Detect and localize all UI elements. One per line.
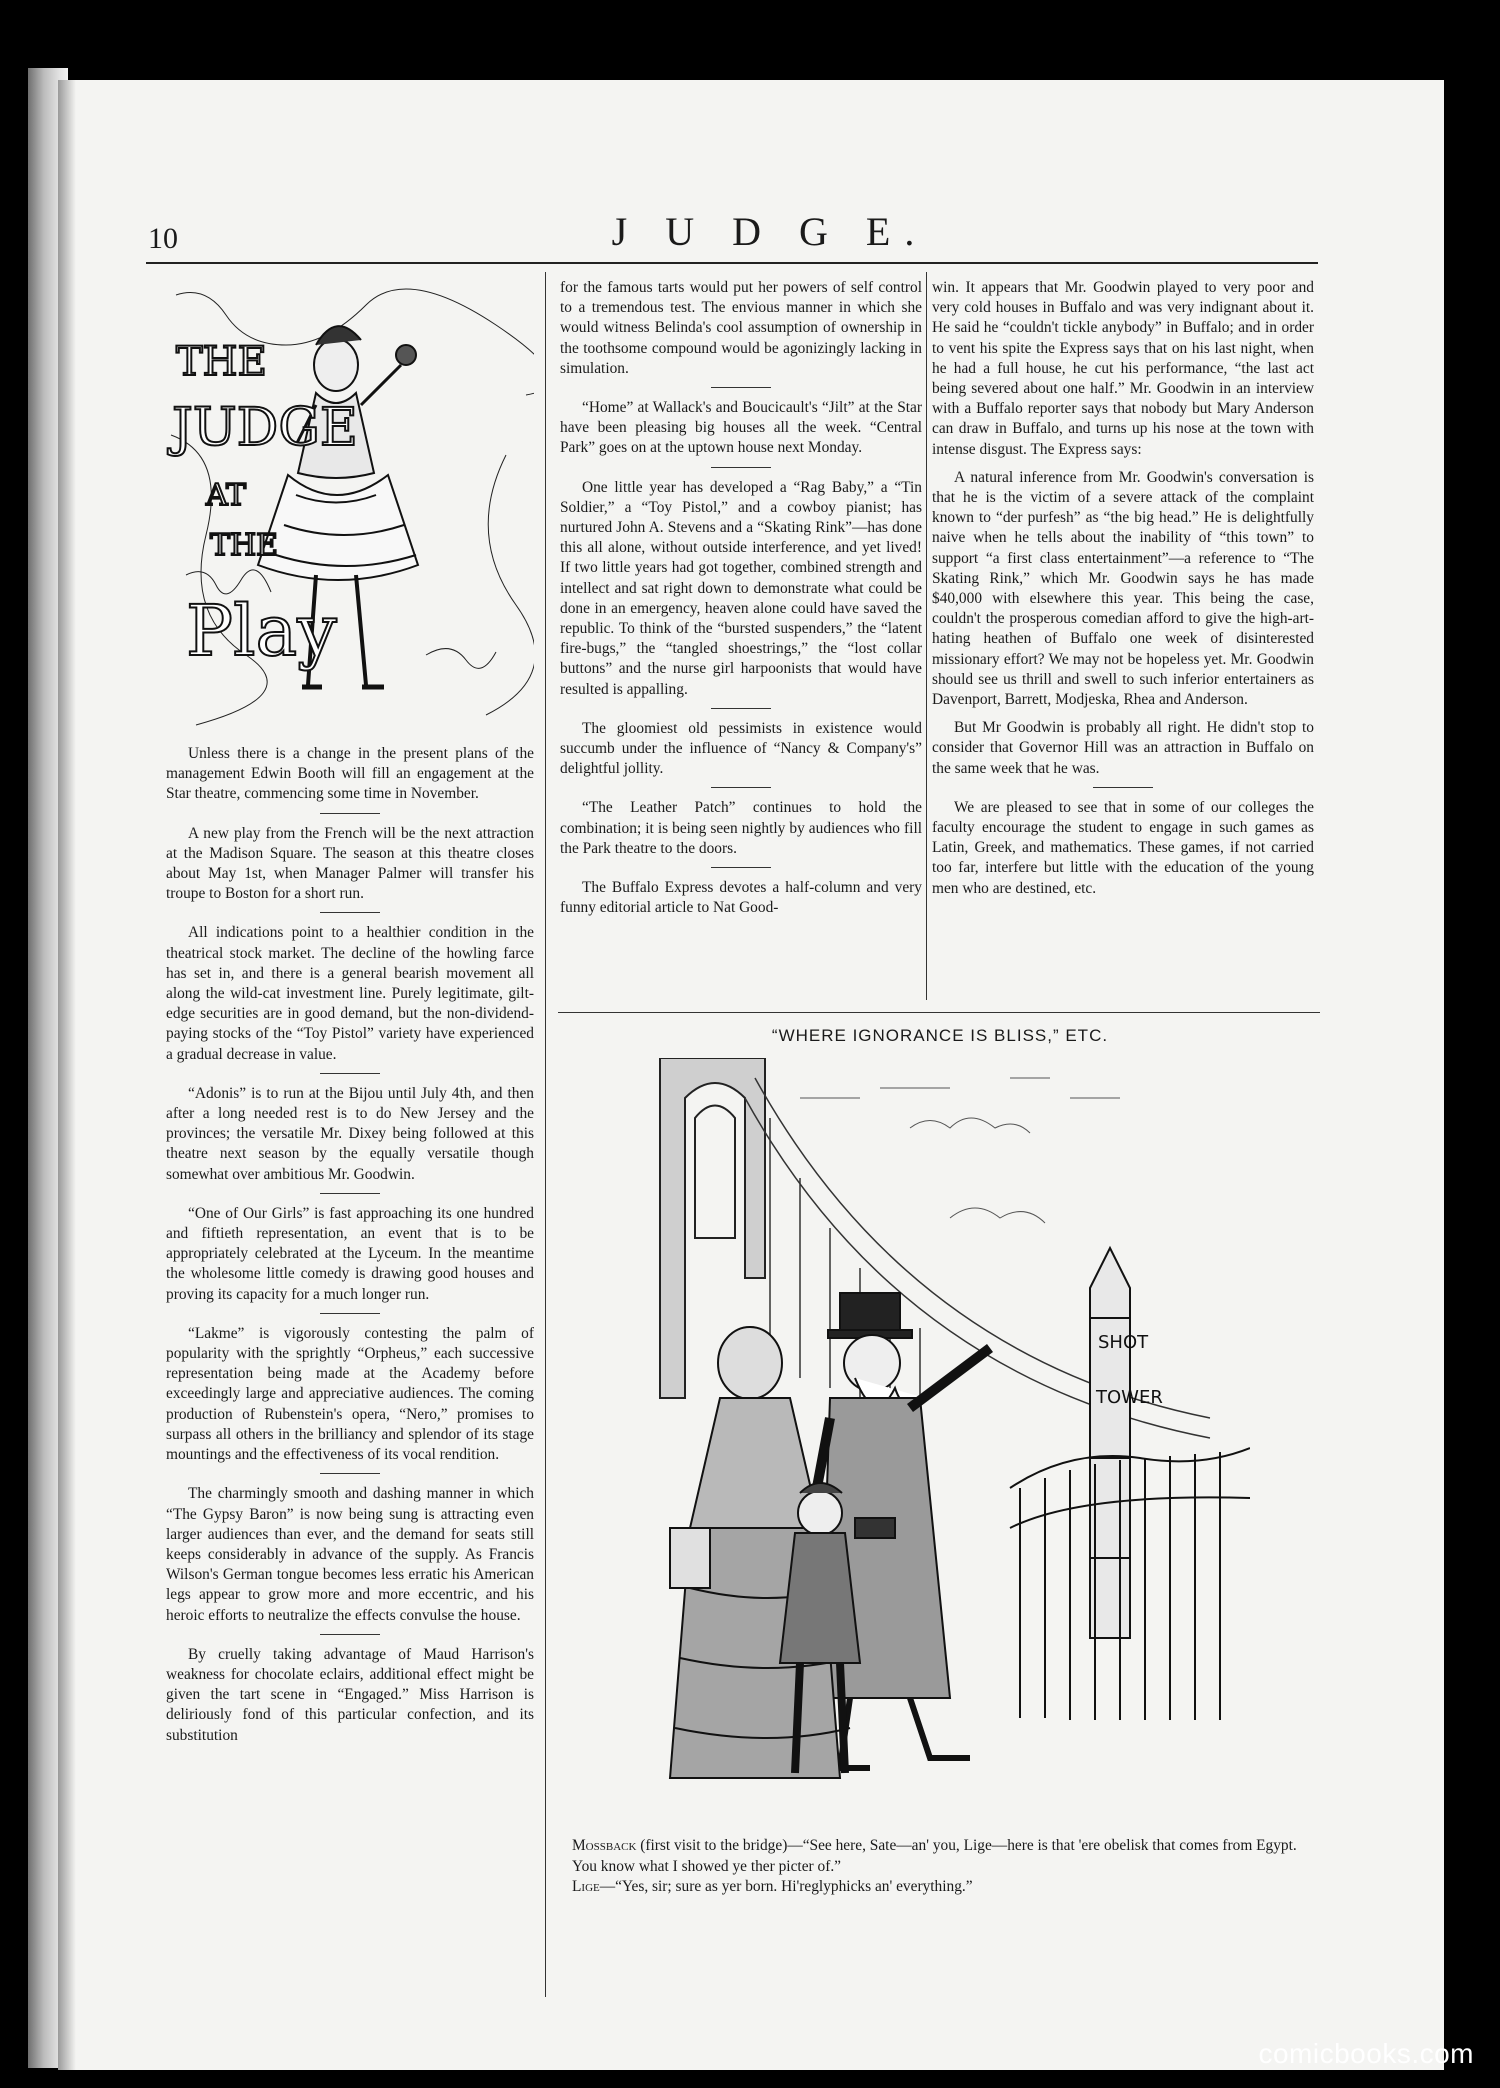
col1-paragraph: “Adonis” is to run at the Bijou until July 4th, and then after a long needed rest is to do New Jersey and the provinces; the versatile Mr. Dixey being followed at this theatre next season by the equally versatile though somewhat over ambitious Mr. Goodwin. [166, 1084, 534, 1183]
paragraph-divider [711, 787, 771, 788]
paragraph-divider [320, 813, 380, 814]
cartoon-caption [572, 1836, 1310, 1898]
caption-speaker: Mossback [572, 1837, 637, 1854]
paragraph-divider [320, 1313, 380, 1314]
bridge-cartoon-illustration [650, 1058, 1250, 1828]
column-rule-1 [545, 272, 546, 1997]
col1-paragraph: Unless there is a change in the present plans of the management Edwin Booth will fill an engagement at the Star theatre, commencing some time in November. [166, 745, 534, 803]
svg-text:SHOT: SHOT [1098, 1332, 1149, 1353]
col2-paragraph: for the famous tarts would put her powers of self control to a tremendous test. The envious manner in which she would witness Belinda's cool assumption of ownership in the toothsome compound would be agonizingly lacking in simulation. [560, 279, 922, 377]
judge-at-the-play-illustration [166, 275, 534, 735]
masthead: J U D G E. [611, 209, 929, 254]
col2-paragraph: The gloomiest old pessimists in existence would succumb under the influence of “Nancy & Company's” delightful jollity. [560, 719, 922, 778]
column-2 [560, 278, 922, 926]
col1-paragraph: “Lakme” is vigorously contesting the palm of popularity with the sprightly “Orpheus,” each successive representation being made at the Academy before exceedingly large and appreciative audiences. The coming production of Rubenstein's opera, “Nero,” promises to surpass all others in the brilliancy and splendor of its stage mountings and the effectiveness of its vocal rendition. [166, 1324, 534, 1464]
paragraph-divider [1093, 787, 1153, 788]
paragraph-divider [711, 387, 771, 388]
column-1 [166, 744, 534, 1754]
col3-quote: A natural inference from Mr. Goodwin's conversation is that he is the victim of a severe attack of the complaint known to “der purfesh” as “the big head.” He is delightfully naive when he tells about the inability of “this town” to support “a first class entertainment”—a reference to “The Skating Rink,” which Mr. Goodwin says he has made $40,000 with elsewhere this year. This being the case, couldn't the prosperous comedian afford to give the high-art-hating heathen of Buffalo one week of disinterested missionary effort? We may not be hopeless yet. Mr. Goodwin should see us thrill and swell to such inferior entertainers as Davenport, Barrett, Modjeska, Rhea and Anderson. [932, 468, 1314, 709]
col2-paragraph: “The Leather Patch” continues to hold the combination; it is being seen nightly by audiences who fill the Park theatre to the doors. [560, 799, 922, 857]
watermark: comicbooks.com [1258, 2038, 1474, 2069]
paragraph-divider [711, 867, 771, 868]
col2-paragraph: “Home” at Wallack's and Boucicault's “Jilt” at the Star have been pleasing big houses all the week. “Central Park” goes on at the uptown house next Monday. [560, 399, 922, 457]
caption-text: (first visit to the bridge)—“See here, Sate—an' you, Lige—here is that 'ere obelisk that comes from Egypt. You know what I showed ye ther picter of.” [572, 1837, 1297, 1875]
col2-paragraph: The Buffalo Express devotes a half-column and very funny editorial article to Nat Good- [560, 879, 922, 917]
svg-text:THE: THE [210, 528, 279, 563]
col1-paragraph: All indications point to a healthier condition in the theatrical stock market. The decline of the howling farce has set in, and there is a general bearish movement all along the wild-cat investment line. Purely legitimate, gilt-edge securities are in good demand, but the non-dividend-paying stocks of the “Toy Pistol” variety have experienced a gradual decrease in value. [166, 924, 534, 1063]
page-number: 10 [148, 222, 178, 255]
col3-paragraph: We are pleased to see that in some of our colleges the faculty encourage the student to engage in such games as Latin, Greek, and mathematics. These games, if not carried too far, interfere but little with the education of the young men who are destined, etc. [932, 798, 1314, 897]
svg-text:JUDGE: JUDGE [172, 398, 358, 458]
paragraph-divider [320, 1473, 380, 1474]
col1-paragraph: A new play from the French will be the next attraction at the Madison Square. The season at this theatre closes about May 1st, when Manager Palmer will transfer his troupe to Boston for a short run. [166, 824, 534, 903]
paragraph-divider [711, 708, 771, 709]
paragraph-divider [320, 1073, 380, 1074]
paragraph-divider [711, 467, 771, 468]
paragraph-divider [320, 912, 380, 913]
cartoon-top-rule [558, 1012, 1320, 1013]
svg-text:THE: THE [176, 339, 267, 385]
caption-text: —“Yes, sir; sure as yer born. Hi'reglyphicks an' everything.” [599, 1878, 973, 1895]
caption-line-1 [572, 1836, 1310, 1877]
col1-paragraph: “One of Our Girls” is fast approaching its one hundred and fiftieth representation, an event that is to be appropriately celebrated at the Lyceum. In the meantime the wholesome little comedy is drawing good houses and proving its capacity for a much longer run. [166, 1204, 534, 1303]
col3-paragraph: But Mr Goodwin is probably all right. He didn't stop to consider that Governor Hill was an attraction in Buffalo on the same week that he was. [932, 719, 1314, 777]
paragraph-divider [320, 1634, 380, 1635]
header-rule [146, 262, 1318, 264]
col2-paragraph: One little year has developed a “Rag Baby,” a “Tin Soldier,” a “Toy Pistol,” and a cowboy pianist; has nurtured John A. Stevens and a “Skating Rink”—has done this all alone, without outside interference, and yet lived! If two little years had got together, combined strength and intellect and sat right down to demonstrate what could be done in an emergency, heaven alone could have saved the republic. To think of the “bursted suspenders,” the “latent fire-bugs,” the “tangled shoestrings,” the “lost collar buttons” and the nurse girl harpoonists that would have resulted is appalling. [560, 478, 922, 698]
paragraph-divider [320, 1193, 380, 1194]
svg-text:AT: AT [206, 478, 247, 513]
column-rule-2 [926, 272, 927, 1000]
cartoon-title: “WHERE IGNORANCE IS BLISS,” ETC. [771, 1026, 1109, 1045]
caption-speaker: Lige [572, 1878, 600, 1895]
col1-paragraph: The charmingly smooth and dashing manner in which “The Gypsy Baron” is now being sung is attracting even larger audiences than ever, and the demand for seats still keeps considerably in advance of the supply. As Francis Wilson's German tongue becomes less erratic his American legs appear to grow more and more eccentric, and his heroic efforts to neutralize the effects convulse the house. [166, 1485, 534, 1624]
caption-line-2 [572, 1877, 1310, 1898]
svg-text:TOWER: TOWER [1096, 1387, 1163, 1408]
svg-text:Play: Play [186, 590, 337, 672]
col1-paragraph: By cruelly taking advantage of Maud Harrison's weakness for chocolate eclairs, additional effect might be given the tart scene in “Engaged.” Miss Harrison is deliriously fond of this particular confection, and its substitution [166, 1645, 534, 1744]
col3-paragraph: win. It appears that Mr. Goodwin played to very poor and very cold houses in Buffalo and was very indignant about it. He said he “couldn't tickle anybody” in Buffalo; and in order to vent his spite the Express says that on his last night, when he had a full house, he cut his performance, “the last act being severed about one half.” Mr. Goodwin in an interview with a Buffalo reporter says that nobody but Mary Anderson can draw in Buffalo, and turns up his nose at the town with intense disgust. The Express says: [932, 279, 1314, 458]
column-3 [932, 278, 1314, 907]
binding-shadow [58, 80, 76, 2070]
